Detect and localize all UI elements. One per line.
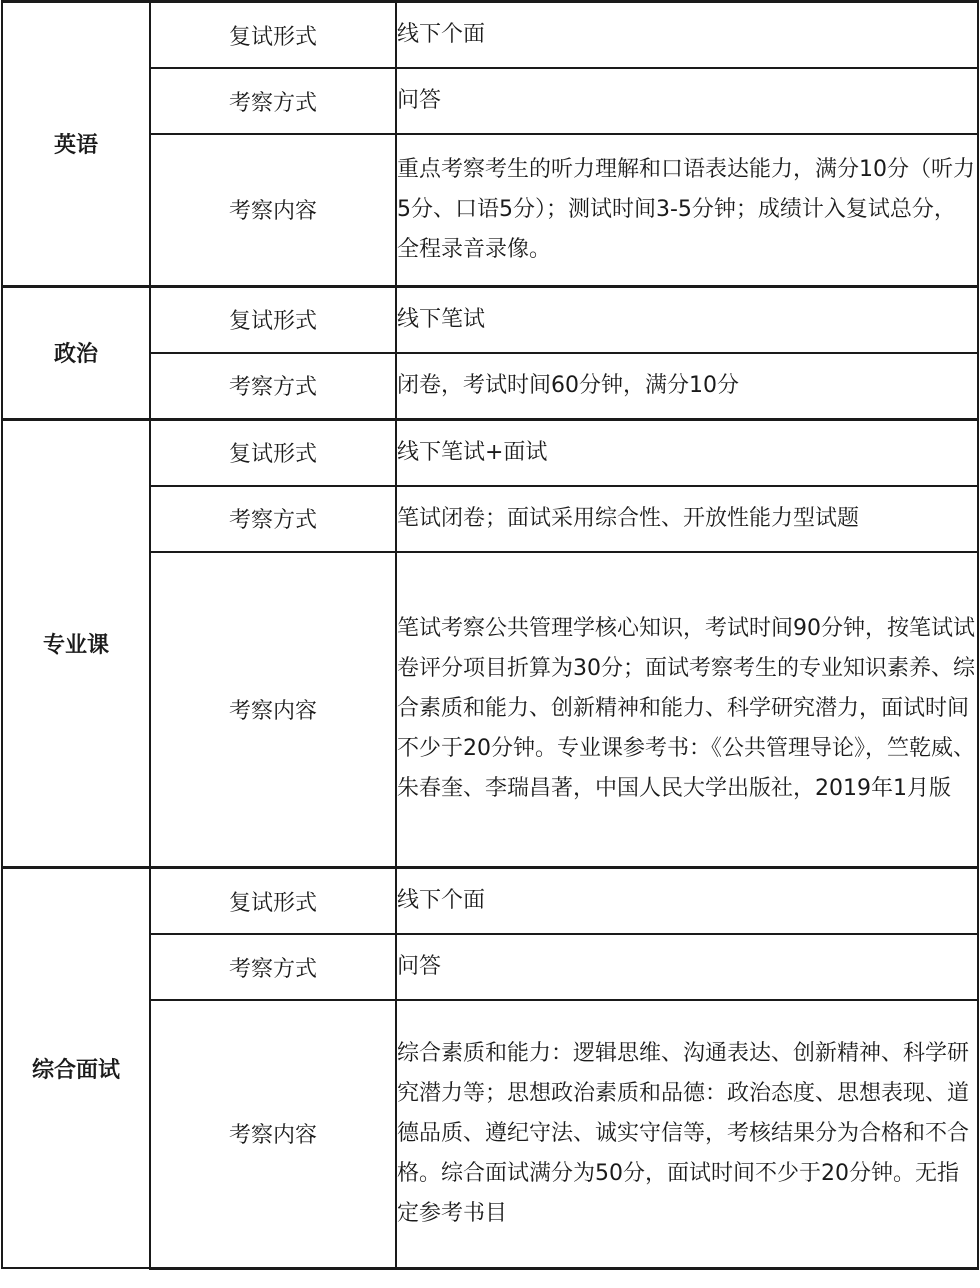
- field-value: 线下笔试+面试: [396, 419, 978, 486]
- table-row: [2, 286, 978, 353]
- field-label: 考察方式: [150, 68, 396, 134]
- field-label: 复试形式: [150, 286, 396, 353]
- field-value: 重点考察考生的听力理解和口语表达能力，满分10分（听力5分、口语5分）；测试时间3-5分钟；成绩计入复试总分，全程录音录像。: [396, 134, 978, 286]
- field-label: 考察内容: [150, 1000, 396, 1268]
- field-value: 线下个面: [396, 2, 978, 69]
- field-label: 考察方式: [150, 934, 396, 1000]
- field-label: 考察方式: [150, 486, 396, 552]
- field-value: 问答: [396, 934, 978, 1000]
- field-value: 笔试考察公共管理学核心知识，考试时间90分钟，按笔试试卷评分项目折算为30分；面试考察考生的专业知识素养、综合素质和能力、创新精神和能力、科学研究潜力，面试时间不少于20分钟。专业课参考书：《公共管理导论》，竺乾威、朱春奎、李瑞昌著，中国人民大学出版社，2019年1月版: [396, 552, 978, 868]
- field-value: 线下笔试: [396, 286, 978, 353]
- field-value: 闭卷，考试时间60分钟，满分10分: [396, 353, 978, 420]
- table-row: [2, 868, 978, 935]
- retest-info-table: [1, 0, 979, 1270]
- field-value: 问答: [396, 68, 978, 134]
- subject-cell-major-course: 专业课: [2, 419, 150, 868]
- subject-cell-comprehensive-interview: 综合面试: [2, 868, 150, 1269]
- field-label: 考察内容: [150, 134, 396, 286]
- field-value: 笔试闭卷；面试采用综合性、开放性能力型试题: [396, 486, 978, 552]
- field-label: 考察内容: [150, 552, 396, 868]
- table-row: [2, 2, 978, 69]
- field-label: 复试形式: [150, 2, 396, 69]
- field-label: 复试形式: [150, 868, 396, 935]
- subject-cell-english: 英语: [2, 2, 150, 287]
- field-value: 综合素质和能力：逻辑思维、沟通表达、创新精神、科学研究潜力等；思想政治素质和品德：政治态度、思想表现、道德品质、遵纪守法、诚实守信等，考核结果分为合格和不合格。综合面试满分为50分，面试时间不少于20分钟。无指定参考书目: [396, 1000, 978, 1268]
- subject-cell-politics: 政治: [2, 286, 150, 419]
- field-label: 复试形式: [150, 419, 396, 486]
- table-row: [2, 419, 978, 486]
- field-value: 线下个面: [396, 868, 978, 935]
- field-label: 考察方式: [150, 353, 396, 420]
